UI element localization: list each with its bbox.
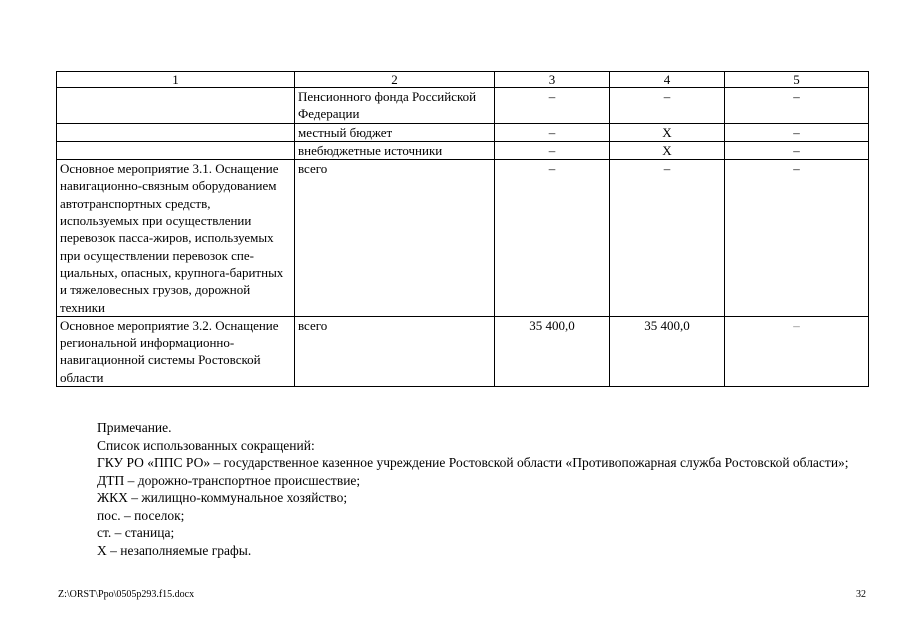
- table-row: [57, 160, 869, 317]
- value-cell: –: [725, 160, 869, 317]
- value-cell: Х: [610, 141, 725, 159]
- abbreviation-item: ДТП – дорожно-транспортное происшествие;: [97, 472, 361, 488]
- source-cell: всего: [295, 160, 495, 317]
- page-number: 32: [856, 589, 866, 600]
- table-row: [57, 141, 869, 159]
- table-row: [57, 123, 869, 141]
- file-path: Z:\ORST\Ppo\0505p293.f15.docx: [58, 589, 195, 600]
- source-cell: внебюджетные источники: [295, 141, 495, 159]
- value-cell: –: [725, 88, 869, 124]
- activity-cell: [57, 123, 295, 141]
- value-cell: Х: [610, 123, 725, 141]
- page-footer: [58, 588, 868, 602]
- activity-cell: Основное мероприятие 3.1. Оснащение навигационно-связным оборудованием автотранспортных средств, используемых при осуществлении перевозок пасса-жиров, используемых при осуществлении перевозок спе-циальных, опасных, крупнога-баритных и тяжеловесных грузов, дорожной техники: [57, 160, 295, 317]
- activity-cell: [57, 88, 295, 124]
- value-cell: 35 400,0: [610, 316, 725, 386]
- abbreviation-item: ГКУ РО «ППС РО» – государственное казенное учреждение Ростовской области «Противопожарная служба Ростовской области»;: [97, 455, 849, 470]
- header-cell: 4: [610, 72, 725, 88]
- activity-cell: Основное мероприятие 3.2. Оснащение региональной информационно-навигационной системы Ростовской области: [57, 316, 295, 386]
- source-cell: всего: [295, 316, 495, 386]
- header-cell: 5: [725, 72, 869, 88]
- value-cell: –: [725, 123, 869, 141]
- value-cell: –: [725, 316, 869, 386]
- header-cell: 1: [57, 72, 295, 88]
- abbreviation-item: Х – незаполняемые графы.: [97, 542, 252, 558]
- table-row: [57, 88, 869, 124]
- financing-table: [56, 71, 869, 387]
- value-cell: 35 400,0: [495, 316, 610, 386]
- abbreviation-heading: Список использованных сокращений:: [97, 437, 315, 453]
- header-cell: 2: [295, 72, 495, 88]
- value-cell: –: [495, 160, 610, 317]
- table-row: [57, 316, 869, 386]
- value-cell: –: [725, 141, 869, 159]
- source-cell: местный бюджет: [295, 123, 495, 141]
- abbreviation-item: ст. – станица;: [97, 525, 175, 540]
- header-cell: 3: [495, 72, 610, 88]
- abbreviation-item: ЖКХ – жилищно-коммунальное хозяйство;: [97, 490, 348, 505]
- value-cell: –: [610, 88, 725, 124]
- notes-section: [58, 419, 858, 559]
- note-title: Примечание.: [97, 420, 172, 435]
- activity-cell: [57, 141, 295, 159]
- table-header-row: [57, 72, 869, 88]
- value-cell: –: [495, 123, 610, 141]
- abbreviation-item: пос. – поселок;: [97, 507, 185, 523]
- value-cell: –: [495, 141, 610, 159]
- value-cell: –: [610, 160, 725, 317]
- source-cell: Пенсионного фонда Российской Федерации: [295, 88, 495, 124]
- value-cell: –: [495, 88, 610, 124]
